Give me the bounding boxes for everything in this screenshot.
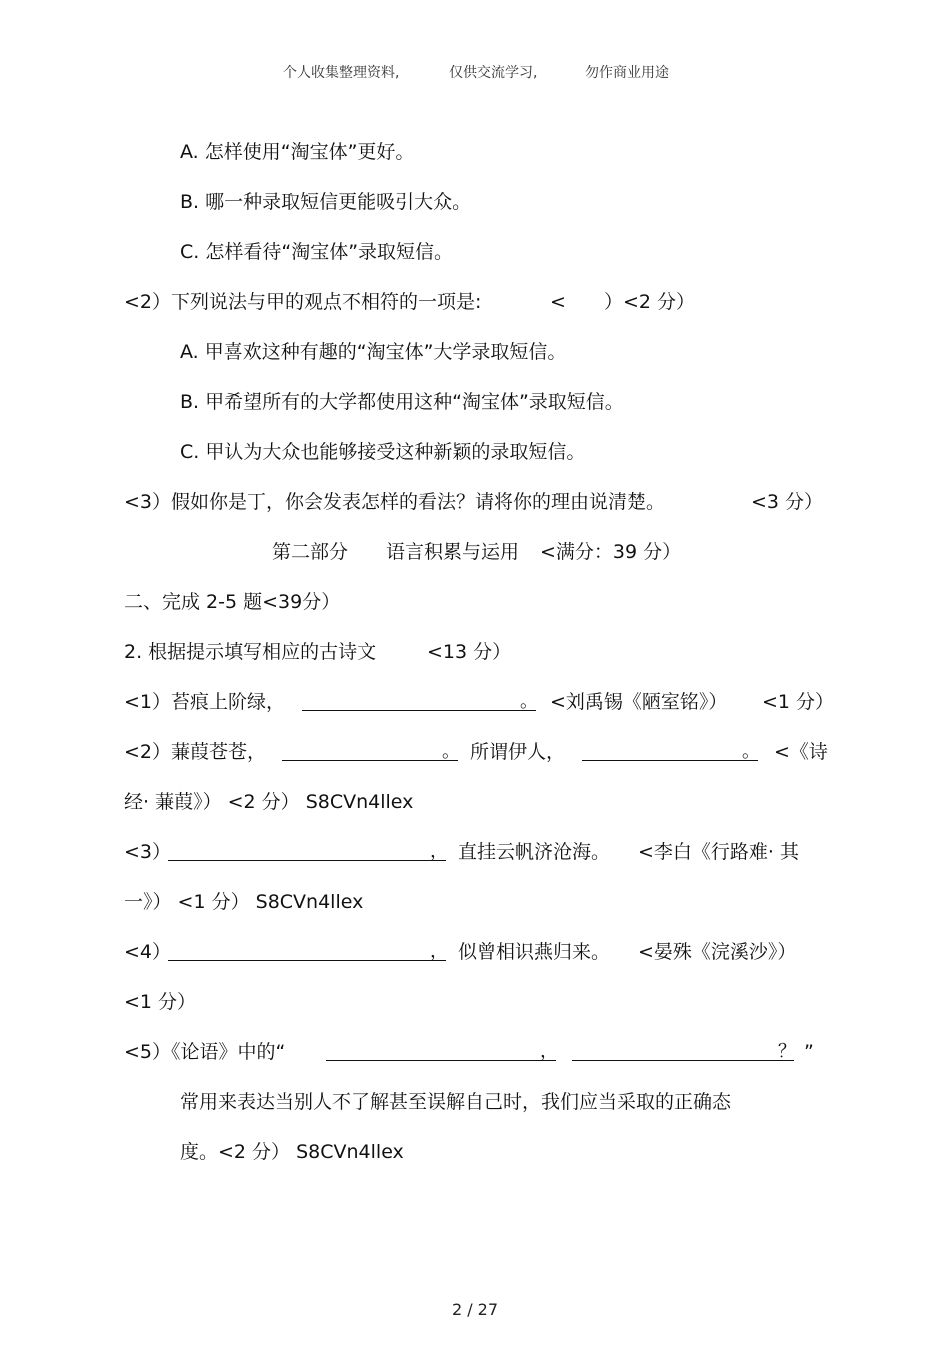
poem-2-middle: 所谓伊人， (470, 741, 566, 763)
poem-5-blank-a[interactable] (326, 1040, 556, 1067)
option-2c: C. 甲认为大众也能够接受这种新颖的录取短信。 (180, 441, 586, 463)
poem-2-blank-a-end: 。 (442, 741, 460, 762)
poem-4-blank-end: ， (430, 941, 448, 962)
poem-3-prompt: <3） (124, 841, 172, 863)
header-note-right: 勿作商业用途 (585, 65, 669, 81)
option-1a: A. 怎样使用“淘宝体”更好。 (180, 141, 415, 163)
poem-2-source-part1: <《诗 (774, 741, 828, 763)
option-2a: A. 甲喜欢这种有趣的“淘宝体”大学录取短信。 (180, 341, 567, 363)
option-1c: C. 怎样看待“淘宝体”录取短信。 (180, 241, 454, 263)
question-3-stem: <3）假如你是丁，你会发表怎样的看法？请将你的理由说清楚。 (124, 491, 666, 513)
part-2-title: 第二部分 (272, 541, 349, 563)
poem-1-prompt: <1）苔痕上阶绿， (124, 691, 286, 713)
header-note-middle: 仅供交流学习, (449, 65, 538, 81)
poem-3-source-part1: <李白《行路难· 其 (638, 841, 799, 863)
poem-3-source-part2: 一》） <1 分） S8CVn4llex (124, 891, 364, 913)
poem-5-close-quote: ” (804, 1041, 814, 1063)
poem-1-score: <1 分） (762, 691, 835, 713)
poem-5-blank-a-end: ， (540, 1041, 558, 1062)
poem-3-blank-end: ， (430, 841, 448, 862)
poem-4-prompt: <4） (124, 941, 172, 963)
poem-4-blank[interactable] (168, 940, 446, 967)
poem-5-line-2: 常用来表达当别人不了解甚至误解自己时，我们应当采取的正确态 (180, 1091, 732, 1113)
poem-5-prompt: <5）《论语》中的“ (124, 1041, 286, 1063)
item-2-score: <13 分） (427, 641, 512, 663)
poem-2-blank-b-end: 。 (742, 741, 760, 762)
poem-1-source: <刘禹锡《陋室铭》） (550, 691, 728, 713)
option-2b: B. 甲希望所有的大学都使用这种“淘宝体”录取短信。 (180, 391, 624, 413)
poem-4-text: 似曾相识燕归来。 (458, 941, 611, 963)
poem-4-source: <晏殊《浣溪沙》） (638, 941, 797, 963)
poem-3-blank[interactable] (168, 840, 446, 867)
item-2-heading: 2. 根据提示填写相应的古诗文 (124, 641, 377, 663)
poem-2-blank-b[interactable] (582, 740, 758, 767)
poem-2-prompt: <2）蒹葭苍苍， (124, 741, 267, 763)
option-1b: B. 哪一种录取短信更能吸引大众。 (180, 191, 472, 213)
poem-1-blank-end: 。 (520, 691, 538, 712)
poem-2-blank-a[interactable] (282, 740, 458, 767)
question-2-paren-open: < (550, 291, 566, 313)
section-2-heading: 二、完成 2-5 题<39分） (124, 591, 341, 613)
question-2-score: ）<2 分） (604, 291, 696, 313)
question-2-stem: <2）下列说法与甲的观点不相符的一项是: (124, 291, 482, 313)
poem-1-blank[interactable] (302, 690, 536, 717)
page-number: 2 / 27 (451, 1300, 499, 1319)
question-3-score: <3 分） (751, 491, 824, 513)
part-2-score: <满分：39 分） (540, 541, 682, 563)
poem-5-line-3: 度。<2 分） S8CVn4llex (180, 1141, 404, 1163)
poem-4-score: <1 分） (124, 991, 197, 1013)
poem-2-source-part2: 经· 蒹葭》） <2 分） S8CVn4llex (124, 791, 414, 813)
poem-5-blank-b-end: ？ (778, 1041, 796, 1062)
poem-5-blank-b[interactable] (572, 1040, 794, 1067)
poem-3-text: 直挂云帆济沧海。 (458, 841, 611, 863)
part-2-subtitle: 语言积累与运用 (386, 541, 520, 563)
header-note-left: 个人收集整理资料, (283, 65, 400, 81)
